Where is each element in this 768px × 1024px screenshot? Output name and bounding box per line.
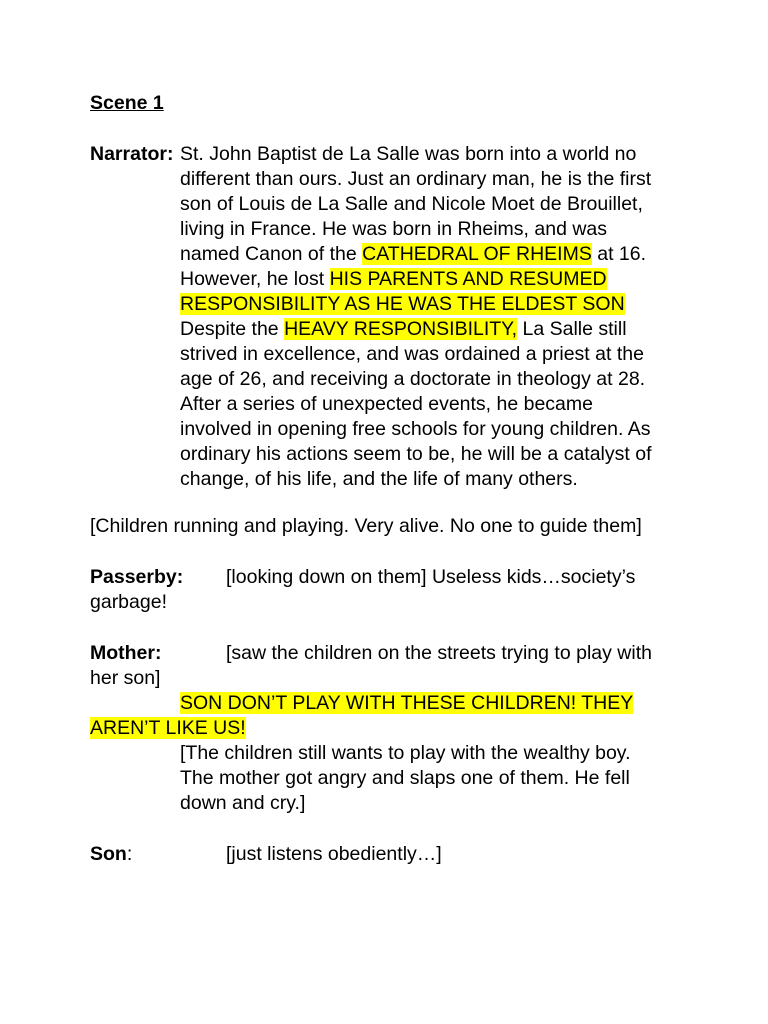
son-label — [90, 842, 132, 867]
narrator-line: After a series of unexpected events, he became — [180, 393, 593, 415]
passerby-line: [looking down on them] Useless kids…society’s — [226, 566, 636, 588]
son-line: [just listens obediently…] — [226, 843, 442, 865]
mother-shout — [90, 716, 246, 741]
son-label-colon: : — [126, 843, 133, 865]
narrator-line: different than ours. Just an ordinary man, he is the first — [180, 168, 652, 190]
scene-title: Scene 1 — [90, 92, 164, 114]
highlighted-text: SON DON’T PLAY WITH THESE CHILDREN! THEY — [180, 692, 634, 714]
narrator-line: age of 26, and receiving a doctorate in theology at 28. — [180, 368, 646, 390]
mother-line: [saw the children on the streets trying to play with — [226, 642, 652, 664]
narrator-speech — [180, 142, 652, 492]
narrator-line: son of Louis de La Salle and Nicole Moet de Brouillet, — [180, 193, 643, 215]
narrator-line: living in France. He was born in Rheims, and was — [180, 218, 608, 240]
stage-line: The mother got angry and slaps one of them. He fell — [180, 767, 630, 789]
passerby-line: garbage! — [90, 591, 167, 613]
stage-direction — [180, 741, 631, 816]
narrator-line: involved in opening free schools for young children. As — [180, 418, 651, 440]
highlighted-text: AREN’T LIKE US! — [90, 717, 246, 739]
stage-line: down and cry.] — [180, 792, 306, 814]
narrator-line: St. John Baptist de La Salle was born into a world no — [180, 143, 637, 165]
highlighted-text: HIS PARENTS AND RESUMED — [329, 268, 607, 290]
narrator-line: change, of his life, and the life of many others. — [180, 468, 578, 490]
narrator-line — [180, 267, 652, 292]
mother-shout — [180, 691, 633, 716]
text-run: at 16. — [591, 243, 647, 265]
narrator-line: ordinary his actions seem to be, he will be a catalyst of — [180, 443, 652, 465]
highlighted-text: RESPONSIBILITY AS HE WAS THE ELDEST SON — [180, 293, 625, 315]
highlighted-text: HEAVY RESPONSIBILITY, — [284, 318, 518, 340]
narrator-line — [180, 242, 652, 267]
narrator-line: strived in excellence, and was ordained a priest at the — [180, 343, 644, 365]
text-run: named Canon of the — [180, 243, 363, 265]
text-run: However, he lost — [180, 268, 330, 290]
text-run: Despite the — [180, 318, 285, 340]
narrator-line — [180, 317, 652, 342]
stage-direction: [Children running and playing. Very alive. No one to guide them] — [90, 515, 642, 537]
mother-line: her son] — [90, 667, 161, 689]
mother-label: Mother: — [90, 642, 162, 664]
narrator-line — [180, 292, 652, 317]
narrator-label: Narrator: — [90, 143, 174, 165]
text-run: La Salle still — [517, 318, 627, 340]
passerby-label: Passerby: — [90, 566, 184, 588]
highlighted-text: CATHEDRAL OF RHEIMS — [362, 243, 592, 265]
son-label-text: Son — [90, 843, 127, 865]
stage-line: [The children still wants to play with the wealthy boy. — [180, 742, 631, 764]
